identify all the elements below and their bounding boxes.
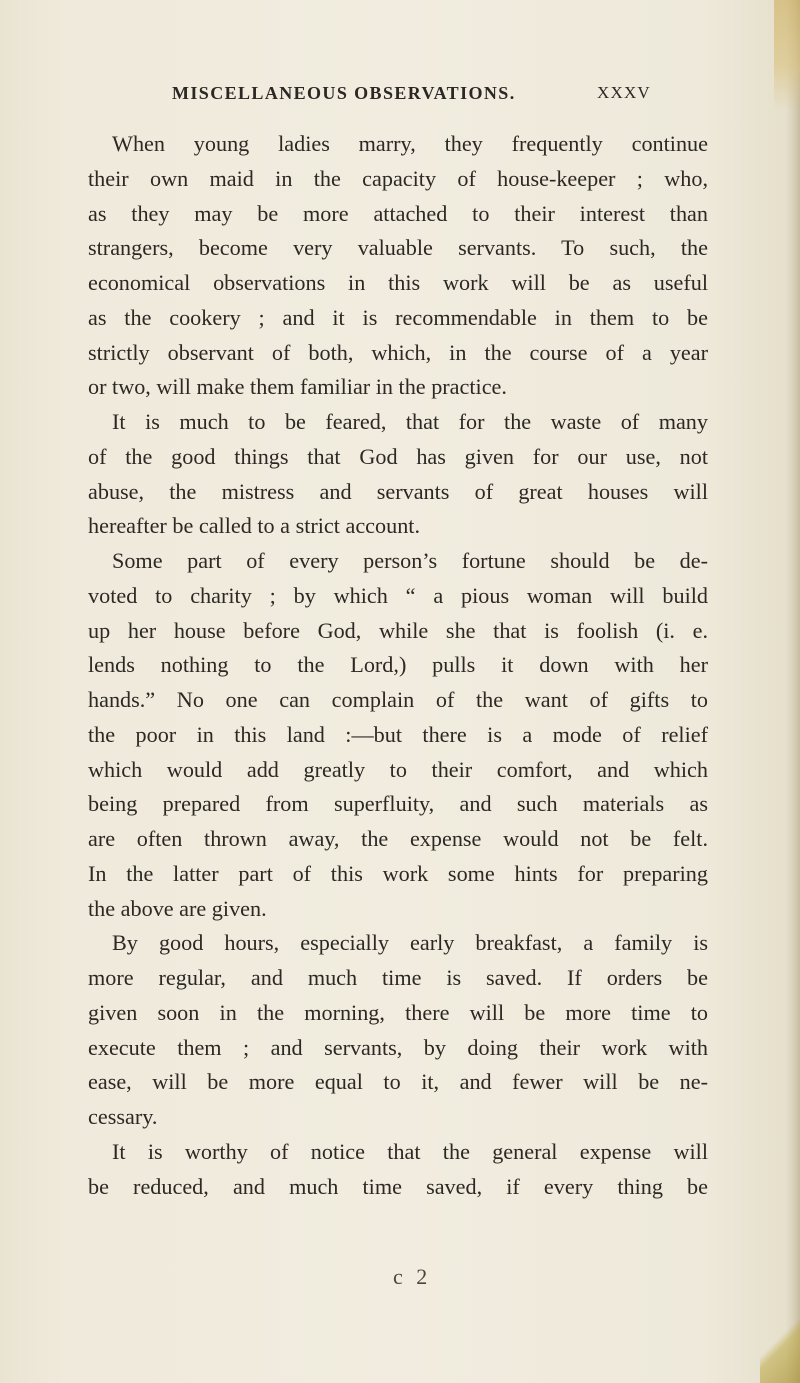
signature-mark: c 2 — [393, 1264, 432, 1289]
text-line: ease, will be more equal to it, and fewer will be ne- — [88, 1069, 708, 1095]
text-line: more regular, and much time is saved. If orders be — [88, 965, 708, 990]
text-line: the poor in this land :—but there is a mode of relief — [88, 721, 708, 747]
text-line: their own maid in the capacity of house-keeper ; who, — [88, 165, 708, 191]
running-head: MISCELLANEOUS OBSERVATIONS. — [172, 83, 516, 103]
text-line: When young ladies marry, they frequently continue — [112, 131, 708, 156]
text-line: be reduced, and much time saved, if every thing be — [88, 1173, 708, 1199]
page-curl-bottom-right — [760, 1303, 800, 1383]
text-line: economical observations in this work will be as useful — [88, 270, 708, 295]
page-header — [0, 83, 800, 113]
text-line: up her house before God, while she that is foolish (i. e. — [88, 617, 708, 643]
text-line: It is much to be feared, that for the waste of many — [112, 409, 708, 434]
text-line: cessary. — [88, 1104, 158, 1129]
text-line: voted to charity ; by which “ a pious woman will build — [88, 582, 708, 608]
body-text — [88, 127, 708, 1204]
text-line: given soon in the morning, there will be more time to — [88, 999, 708, 1025]
text-line: being prepared from superfluity, and such materials as — [88, 791, 708, 817]
page-number: XXXV — [597, 83, 651, 102]
text-line: In the latter part of this work some hints for preparing — [88, 860, 708, 886]
text-line: as the cookery ; and it is recommendable in them to be — [88, 304, 708, 330]
text-line: lends nothing to the Lord,) pulls it down with her — [88, 652, 708, 678]
text-line: of the good things that God has given for our use, not — [88, 443, 708, 469]
text-line: as they may be more attached to their interest than — [88, 200, 708, 226]
text-line: the above are given. — [88, 895, 267, 921]
text-line: It is worthy of notice that the general expense will — [112, 1138, 708, 1164]
text-line: or two, will make them familiar in the practice. — [88, 374, 507, 400]
text-line: hands.” No one can complain of the want of gifts to — [88, 687, 708, 712]
text-line: which would add greatly to their comfort, and which — [88, 756, 708, 782]
text-line: Some part of every person’s fortune should be de- — [112, 548, 708, 573]
text-line: hereafter be called to a strict account. — [88, 513, 421, 539]
text-line: strangers, become very valuable servants. To such, the — [88, 235, 708, 261]
text-line: abuse, the mistress and servants of great houses will — [88, 478, 708, 504]
text-line: are often thrown away, the expense would not be felt. — [88, 826, 708, 851]
text-line: By good hours, especially early breakfast, a family is — [112, 930, 708, 956]
page-edge-shadow — [786, 0, 800, 1383]
text-line: execute them ; and servants, by doing their work with — [88, 1034, 708, 1060]
text-line: strictly observant of both, which, in the course of a year — [88, 339, 708, 365]
